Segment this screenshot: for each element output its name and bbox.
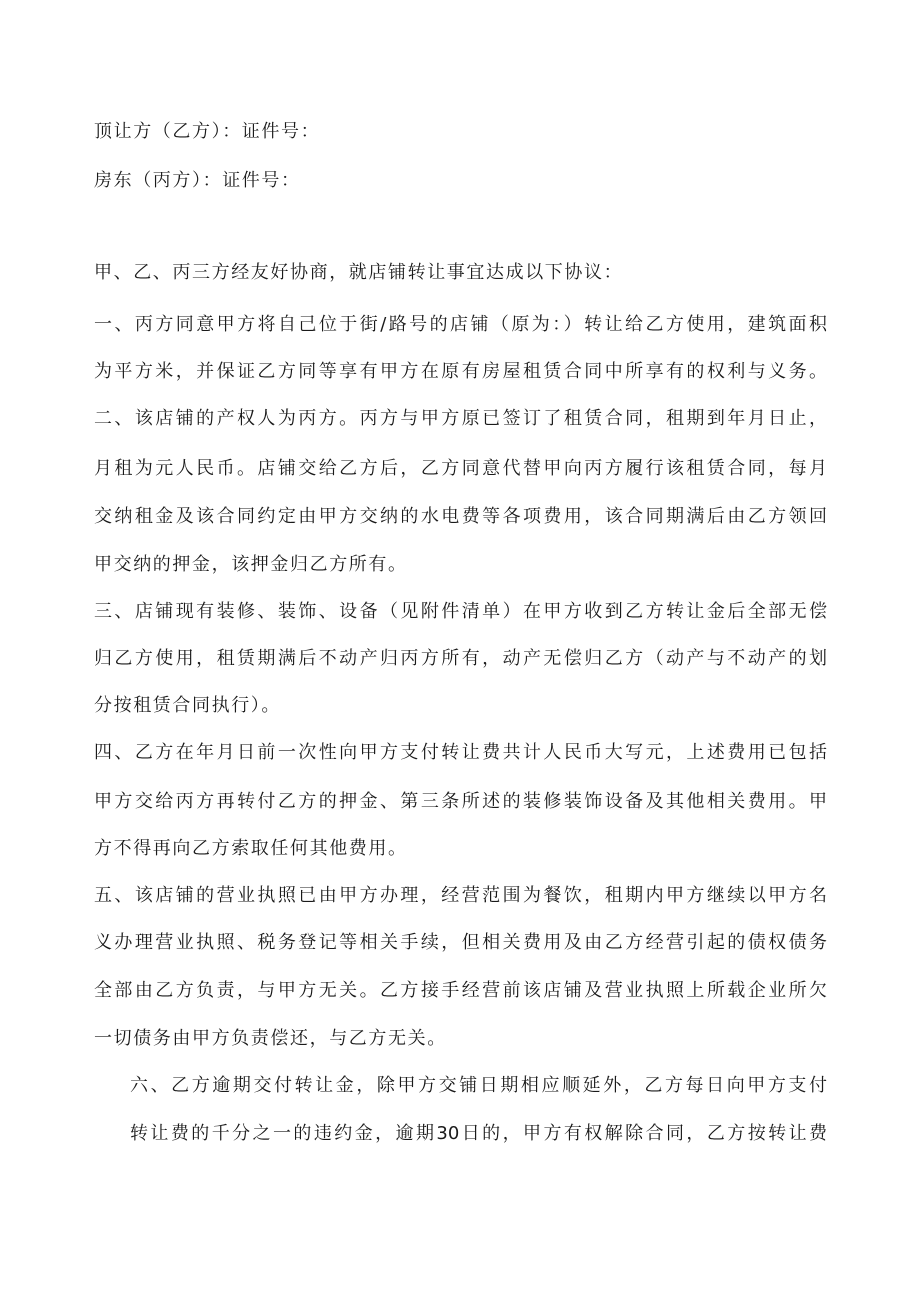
clause-4-line-2: 甲方交给丙方再转付乙方的押金、第三条所述的装修装饰设备及其他相关费用。甲 — [94, 791, 827, 812]
clause-3-line-2: 归乙方使用，租赁期满后不动产归丙方所有，动产无偿归乙方（动产与不动产的划 — [94, 648, 827, 669]
clause-2-line-3: 交纳租金及该合同约定由甲方交纳的水电费等各项费用，该合同期满后由乙方领回 — [94, 506, 827, 527]
clause-5-line-3: 全部由乙方负责，与甲方无关。乙方接手经营前该店铺及营业执照上所载企业所欠 — [94, 980, 827, 1001]
clause-5-line-4: 一切债务由甲方负责偿还，与乙方无关。 — [94, 1028, 447, 1049]
clause-4-line-1: 四、乙方在年月日前一次性向甲方支付转让费共计人民币大写元，上述费用已包括 — [94, 742, 827, 763]
clause-1-line-1: 一、丙方同意甲方将自己位于街/路号的店铺（原为：）转让给乙方使用，建筑面积 — [94, 314, 827, 335]
transferee-line: 顶让方（乙方）：证件号： — [94, 121, 321, 142]
clause-5-line-2: 义办理营业执照、税务登记等相关手续，但相关费用及由乙方经营引起的债权债务 — [94, 932, 827, 953]
clause-6-line-2: 转让费的千分之一的违约金，逾期30日的，甲方有权解除合同，乙方按转让费 — [130, 1123, 827, 1144]
clause-6-line-1: 六、乙方逾期交付转让金，除甲方交铺日期相应顺延外，乙方每日向甲方支付 — [130, 1075, 827, 1096]
clause-2-line-2: 月租为元人民币。店铺交给乙方后，乙方同意代替甲向丙方履行该租赁合同，每月 — [94, 458, 827, 479]
clause-1-line-2: 为平方米，并保证乙方同等享有甲方在原有房屋租赁合同中所享有的权利与义务。 — [94, 361, 827, 382]
landlord-line: 房东（丙方）：证件号： — [94, 170, 301, 191]
clause-3-line-3: 分按租赁合同执行）。 — [94, 695, 281, 716]
clause-5-line-1: 五、该店铺的营业执照已由甲方办理，经营范围为餐饮，租期内甲方继续以甲方名 — [94, 885, 827, 906]
clause-2-line-4: 甲交纳的押金，该押金归乙方所有。 — [94, 554, 408, 575]
clause-3-line-1: 三、店铺现有装修、装饰、设备（见附件清单）在甲方收到乙方转让金后全部无偿 — [94, 601, 827, 622]
clause-4-line-3: 方不得再向乙方索取任何其他费用。 — [94, 838, 408, 859]
agreement-intro: 甲、乙、丙三方经友好协商，就店铺转让事宜达成以下协议： — [94, 262, 624, 283]
clause-2-line-1: 二、该店铺的产权人为丙方。丙方与甲方原已签订了租赁合同，租期到年月日止， — [94, 408, 827, 429]
